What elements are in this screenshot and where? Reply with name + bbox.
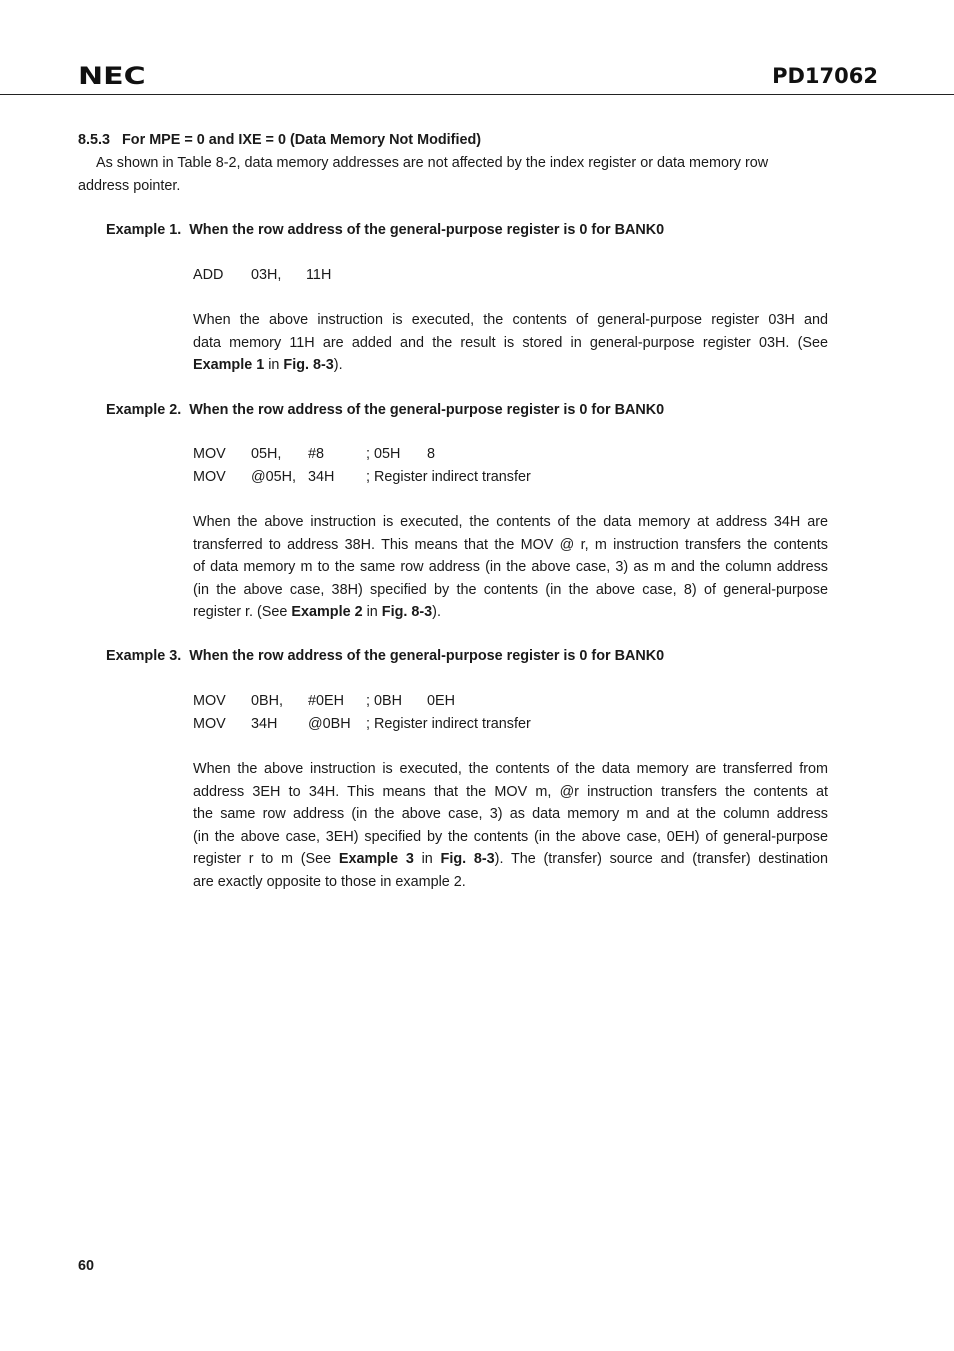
desc-line: (in the above case, 38H) specified by the contents (in the above case, 8) of general-purpose — [193, 581, 828, 598]
code-op: MOV — [193, 446, 226, 462]
desc-line: transferred to address 38H. This means that the MOV @ r, m instruction transfers the contents — [193, 536, 828, 553]
figure-ref: Fig. 8-3 — [381, 604, 433, 620]
example-3-description — [193, 758, 828, 893]
desc-line: the same row address (in the above case, 3) as data memory m and at the column address — [193, 806, 828, 822]
code-comment-value: 8 — [427, 446, 436, 462]
ref-prefix: register r to m (See — [193, 851, 339, 867]
example-ref: Example 1 — [193, 357, 265, 373]
ref-connector: in — [264, 357, 284, 373]
code-arg2: #8 — [308, 446, 325, 462]
code-op: MOV — [193, 693, 226, 709]
desc-line: of data memory m to the same row address (in the above case, 3) as m and the column address — [193, 559, 828, 575]
ref-prefix: register r. (See — [193, 604, 292, 620]
example-1-description — [193, 309, 828, 377]
ref-connector: in — [413, 851, 441, 867]
desc-line — [193, 601, 828, 624]
code-arg2: 34H — [308, 469, 335, 485]
code-comment: ; 05H — [366, 446, 401, 462]
header-divider — [0, 94, 954, 95]
ref-end: ). The (transfer) source and (transfer) destination — [494, 851, 829, 867]
code-comment: ; Register indirect transfer — [366, 716, 531, 732]
example-ref: Example 3 — [338, 851, 414, 867]
section-number: 8.5.3 — [78, 132, 111, 148]
desc-line: When the above instruction is executed, the contents of the data memory are transferred from — [193, 761, 828, 777]
code-comment: ; Register indirect transfer — [366, 469, 531, 485]
code-arg1: 03H, — [251, 267, 282, 283]
code-arg1: 34H — [251, 716, 278, 732]
figure-ref: Fig. 8-3 — [283, 357, 334, 373]
example-label: Example 2. — [106, 402, 182, 418]
code-arg1: @05H, — [251, 469, 297, 485]
example-title: When the row address of the general-purpose register is 0 for BANK0 — [189, 648, 665, 664]
code-arg2: 11H — [306, 267, 332, 283]
code-comment: ; 0BH — [366, 693, 402, 709]
desc-line: data memory 11H are added and the result is stored in general-purpose register 03H. (See — [193, 334, 828, 351]
page-number: 60 — [78, 1258, 95, 1274]
desc-line: (in the above case, 3EH) specified by the contents (in the above case, 0EH) of general-purpose — [193, 828, 828, 845]
example-2-description — [193, 511, 828, 624]
ref-end: ). — [432, 604, 441, 620]
code-comment-value: 0EH — [427, 693, 455, 709]
desc-line: When the above instruction is executed, the contents of general-purpose register 03H and — [193, 312, 828, 328]
code-arg1: 0BH, — [251, 693, 283, 709]
code-arg1: 05H, — [251, 446, 282, 462]
desc-line: are exactly opposite to those in example 2. — [193, 873, 466, 890]
desc-line: When the above instruction is executed, the contents of the data memory at address 34H are — [193, 514, 828, 530]
desc-line: address 3EH to 34H. This means that the MOV m, @r instruction transfers the contents at — [193, 783, 828, 800]
document-code: PD17062 — [772, 64, 878, 88]
ref-connector: in — [362, 604, 382, 620]
desc-line — [193, 354, 828, 377]
example-ref: Example 2 — [291, 604, 363, 620]
example-title: When the row address of the general-purpose register is 0 for BANK0 — [189, 402, 665, 418]
code-arg2: @0BH — [308, 716, 351, 732]
nec-logo: NEC — [78, 62, 146, 90]
example-label: Example 1. — [106, 222, 182, 238]
intro-line-1: As shown in Table 8-2, data memory addresses are not affected by the index register or data memory row — [96, 155, 769, 171]
section-heading — [78, 129, 481, 152]
intro-line-2: address pointer. — [78, 178, 181, 194]
example-2-heading — [106, 399, 664, 422]
example-label: Example 3. — [106, 648, 182, 664]
code-op: MOV — [193, 469, 226, 485]
example-title: When the row address of the general-purpose register is 0 for BANK0 — [189, 222, 665, 238]
section-title: For MPE = 0 and IXE = 0 (Data Memory Not Modified) — [122, 132, 482, 148]
figure-ref: Fig. 8-3 — [440, 851, 495, 867]
code-op: MOV — [193, 716, 226, 732]
desc-line — [193, 848, 828, 871]
example-3-heading — [106, 645, 664, 668]
code-arg2: #0EH — [308, 693, 344, 709]
ref-end: ). — [333, 357, 343, 373]
example-1-heading — [106, 219, 664, 242]
code-op: ADD — [193, 267, 224, 283]
